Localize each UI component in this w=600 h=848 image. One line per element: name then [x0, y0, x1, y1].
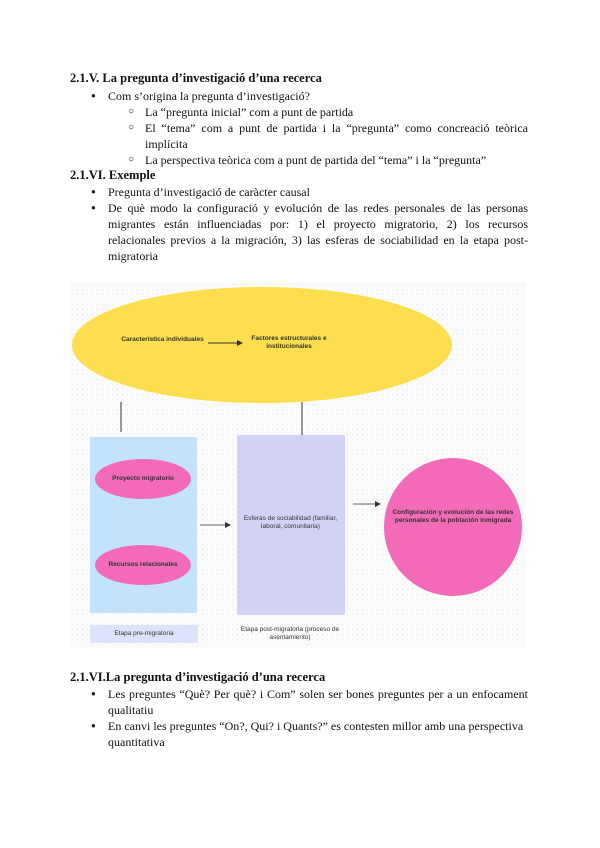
result-circle-label: Configuración y evolución de las redes personales de la población inmigrada [392, 509, 514, 524]
section-heading-3: 2.1.VI.La pregunta d’investigació d’una recerca [70, 670, 326, 684]
pink-bottom-label: Recursos relacionales [108, 561, 178, 568]
list-item: ● En canvi les preguntes “On?, Qui? i Quants?” es contesten millor amb una perspectiva quantitativa [108, 718, 528, 750]
pink-top-label: Proyecto migratorio [112, 475, 174, 482]
post-migration-caption: Etapa post-migratoria (proceso de asentamiento) [240, 626, 340, 641]
section-heading-1: 2.1.V. La pregunta d’investigació d’una recerca [70, 71, 322, 85]
list-item: ● Com s’origina la pregunta d’investigació? [108, 88, 528, 104]
list-item: ● Les preguntes “Què? Per què? i Com” solen ser bones preguntes per a un enfocament qualitatiu [108, 686, 528, 718]
result-circle [384, 458, 522, 596]
list-item: ● Pregunta d’investigació de caràcter causal [108, 184, 528, 200]
section-heading-2: 2.1.VI. Exemple [70, 168, 156, 182]
ellipse-left-label: Característica individuales [121, 336, 204, 343]
sub-list-item: ○ La “pregunta inicial” com a punt de partida [145, 104, 528, 120]
sub-list-item: ○ El “tema” com a punt de partida i la “pregunta” como concreació teòrica implícita [145, 120, 528, 152]
middle-box-label: Esferas de sociabilidad (familiar, laboral, comunitaria) [243, 515, 338, 530]
pre-migration-caption: Etapa pre-migratoria [114, 630, 174, 637]
diagram [70, 282, 526, 648]
sub-list-item: ○ La perspectiva teòrica com a punt de partida del “tema” i la “pregunta” [145, 152, 528, 168]
list-item: ● De què modo la configuració y evolución de las redes personales de las personas migrantes están influenciadas por: 1) el proyecto migratorio, 2) los recursos relacionales previos a la migración, 3) las esferas de sociabilidad en la etapa post-migratoria [108, 200, 528, 264]
ellipse-right-label: Factores estructurales e institucionales [251, 335, 327, 350]
